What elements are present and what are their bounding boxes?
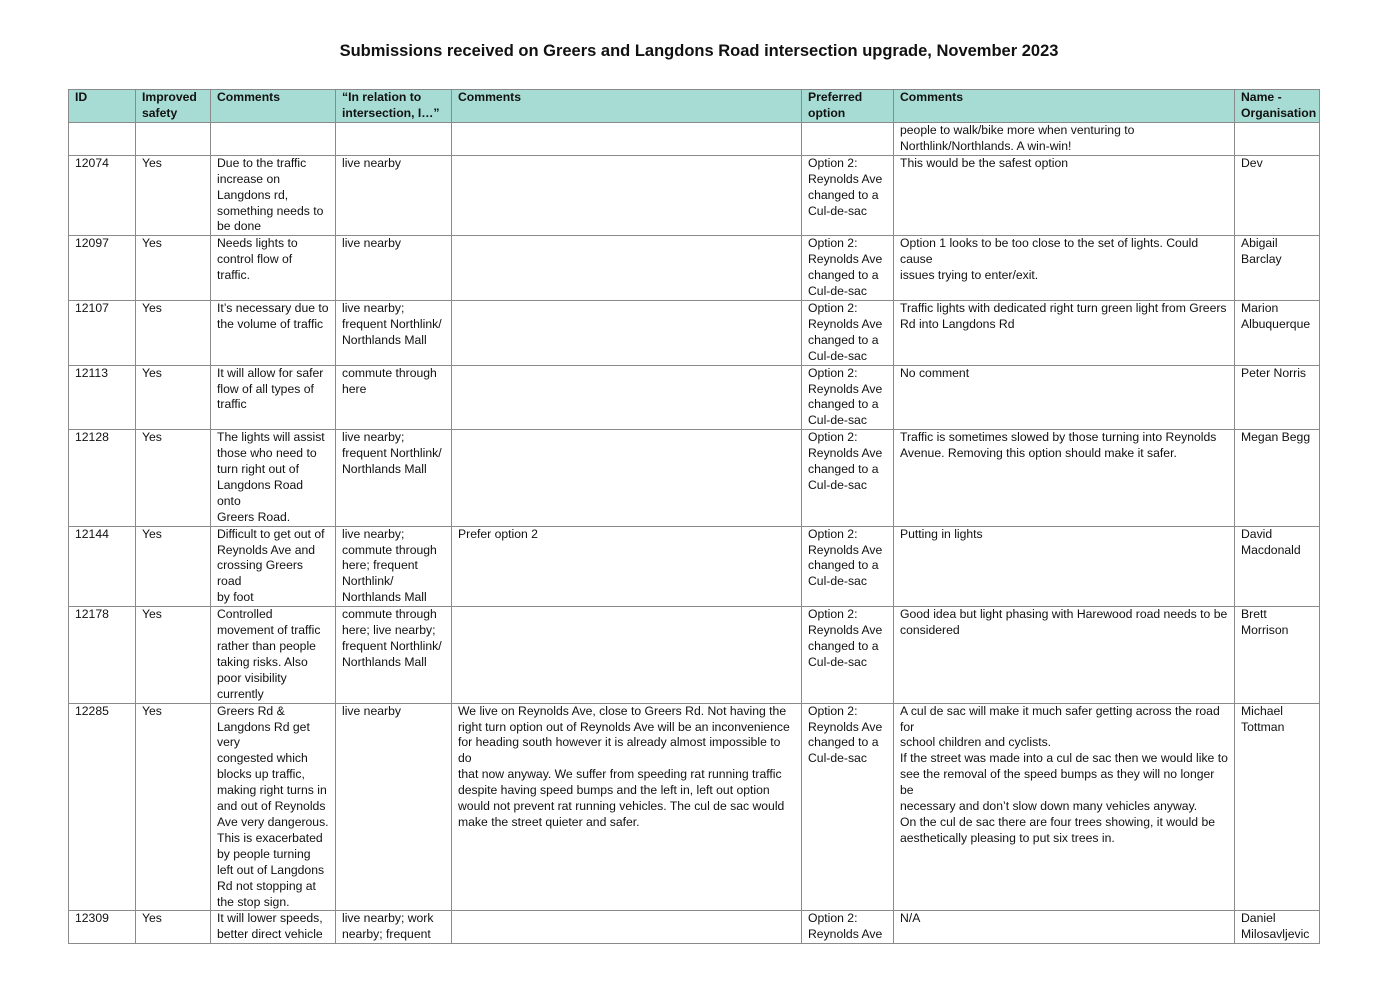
column-header-line: option (808, 105, 846, 120)
additional-comments-cell: Traffic is sometimes slowed by those turning into Reynolds Avenue. Removing this option should make it safer. (894, 430, 1235, 526)
relation-cell: commute through here; live nearby; frequent Northlink/ Northlands Mall (336, 607, 452, 703)
preferred-option-cell: Option 2: Reynolds Ave changed to a Cul-de-sac (802, 236, 894, 301)
name-cell: Megan Begg (1235, 430, 1320, 526)
column-header-comments-3 (894, 90, 1235, 123)
column-header-comments-2 (452, 90, 802, 123)
comments-cell: It will allow for safer flow of all types of traffic (211, 365, 336, 430)
name-cell: Abigail Barclay (1235, 236, 1320, 301)
improved-safety-cell: Yes (136, 365, 211, 430)
id-cell: 12097 (69, 236, 136, 301)
column-header-relation (336, 90, 452, 123)
column-header-line: Name - (1241, 90, 1282, 104)
table-row (69, 155, 1320, 236)
id-cell: 12074 (69, 155, 136, 236)
column-header-line: “In relation to (342, 90, 422, 104)
id-cell: 12107 (69, 300, 136, 365)
table-row (69, 300, 1320, 365)
column-header-comments-1 (211, 90, 336, 123)
comments-detail-cell: Prefer option 2 (452, 526, 802, 607)
preferred-option-cell: Option 2: Reynolds Ave changed to a Cul-de-sac (802, 607, 894, 703)
table-row (69, 430, 1320, 526)
table-header-row (69, 90, 1320, 123)
improved-safety-cell: Yes (136, 155, 211, 236)
name-cell: David Macdonald (1235, 526, 1320, 607)
relation-cell: live nearby; frequent Northlink/ Northlands Mall (336, 430, 452, 526)
relation-cell: live nearby; work nearby; frequent (336, 911, 452, 944)
additional-comments-cell: Good idea but light phasing with Harewood road needs to be considered (894, 607, 1235, 703)
comments-detail-cell (452, 155, 802, 236)
relation-cell (336, 123, 452, 156)
preferred-option-cell: Option 2: Reynolds Ave changed to a Cul-de-sac (802, 430, 894, 526)
additional-comments-cell: Option 1 looks to be too close to the set of lights. Could cause issues trying to enter/exit. (894, 236, 1235, 301)
relation-cell: live nearby (336, 155, 452, 236)
table-row (69, 526, 1320, 607)
id-cell: 12128 (69, 430, 136, 526)
preferred-option-cell: Option 2: Reynolds Ave changed to a Cul-de-sac (802, 300, 894, 365)
column-header-id (69, 90, 136, 123)
relation-cell: live nearby; commute through here; frequent Northlink/ Northlands Mall (336, 526, 452, 607)
name-cell: Dev (1235, 155, 1320, 236)
relation-cell: live nearby (336, 703, 452, 911)
preferred-option-cell: Option 2: Reynolds Ave changed to a Cul-de-sac (802, 155, 894, 236)
id-cell: 12144 (69, 526, 136, 607)
preferred-option-cell (802, 123, 894, 156)
comments-cell: It will lower speeds, better direct vehicle (211, 911, 336, 944)
document-title: Submissions received on Greers and Langdons Road intersection upgrade, November 2023 (339, 42, 1059, 60)
column-header-line: Comments (217, 90, 280, 104)
column-header-line: intersection, I…” (342, 105, 440, 120)
id-cell: 12309 (69, 911, 136, 944)
id-cell (69, 123, 136, 156)
column-header-line: Preferred (808, 90, 863, 104)
comments-detail-cell (452, 607, 802, 703)
improved-safety-cell: Yes (136, 911, 211, 944)
comments-cell: It’s necessary due to the volume of traffic (211, 300, 336, 365)
preferred-option-cell: Option 2: Reynolds Ave changed to a Cul-de-sac (802, 365, 894, 430)
improved-safety-cell: Yes (136, 703, 211, 911)
column-header-line: Comments (900, 90, 963, 104)
additional-comments-cell: Putting in lights (894, 526, 1235, 607)
comments-detail-cell (452, 430, 802, 526)
additional-comments-cell: people to walk/bike more when venturing to Northlink/Northlands. A win-win! (894, 123, 1235, 156)
submissions-table (68, 89, 1320, 944)
column-header-preferred-option (802, 90, 894, 123)
improved-safety-cell: Yes (136, 607, 211, 703)
table-body (69, 123, 1320, 944)
table-row (69, 123, 1320, 156)
additional-comments-cell: N/A (894, 911, 1235, 944)
table-row (69, 365, 1320, 430)
table-row (69, 703, 1320, 911)
preferred-option-cell: Option 2: Reynolds Ave (802, 911, 894, 944)
preferred-option-cell: Option 2: Reynolds Ave changed to a Cul-de-sac (802, 703, 894, 911)
comments-cell: Greers Rd & Langdons Rd get very congested which blocks up traffic, making right turns in and out of Reynolds Ave very dangerous. This is exacerbated by people turning left out of Langdons Rd not stopping at the stop sign. (211, 703, 336, 911)
improved-safety-cell: Yes (136, 526, 211, 607)
table-row (69, 236, 1320, 301)
relation-cell: live nearby; frequent Northlink/ Northlands Mall (336, 300, 452, 365)
comments-detail-cell (452, 911, 802, 944)
additional-comments-cell: This would be the safest option (894, 155, 1235, 236)
relation-cell: commute through here (336, 365, 452, 430)
column-header-line: ID (75, 90, 88, 104)
comments-cell: The lights will assist those who need to turn right out of Langdons Road onto Greers Road. (211, 430, 336, 526)
comments-cell: Difficult to get out of Reynolds Ave and crossing Greers road by foot (211, 526, 336, 607)
improved-safety-cell: Yes (136, 236, 211, 301)
table-row (69, 607, 1320, 703)
column-header-line: safety (142, 105, 178, 120)
column-header-improved-safety (136, 90, 211, 123)
table-row (69, 911, 1320, 944)
comments-detail-cell (452, 123, 802, 156)
name-cell (1235, 123, 1320, 156)
name-cell: Peter Norris (1235, 365, 1320, 430)
id-cell: 12113 (69, 365, 136, 430)
improved-safety-cell: Yes (136, 300, 211, 365)
comments-detail-cell (452, 365, 802, 430)
preferred-option-cell: Option 2: Reynolds Ave changed to a Cul-de-sac (802, 526, 894, 607)
improved-safety-cell: Yes (136, 430, 211, 526)
column-header-line: Improved (142, 90, 197, 104)
comments-cell (211, 123, 336, 156)
name-cell: Brett Morrison (1235, 607, 1320, 703)
comments-detail-cell (452, 300, 802, 365)
column-header-name-organisation (1235, 90, 1320, 123)
name-cell: Michael Tottman (1235, 703, 1320, 911)
additional-comments-cell: A cul de sac will make it much safer getting across the road for school children and cyclists. If the street was made into a cul de sac then we would like to see the removal of the speed bumps as they will no longer be necessary and don’t slow down many vehicles anyway. On the cul de sac there are four trees showing, it would be aesthetically pleasing to put six trees in. (894, 703, 1235, 911)
improved-safety-cell (136, 123, 211, 156)
comments-cell: Due to the traffic increase on Langdons rd, something needs to be done (211, 155, 336, 236)
comments-detail-cell: We live on Reynolds Ave, close to Greers Rd. Not having the right turn option out of Reynolds Ave will be an inconvenience for heading south however it is already almost impossible to do that now anyway. We suffer from speeding rat running traffic despite having speed bumps and the left in, left out option would not prevent rat running vehicles. The cul de sac would make the street quieter and safer. (452, 703, 802, 911)
name-cell: Daniel Milosavljevic (1235, 911, 1320, 944)
comments-cell: Controlled movement of traffic rather than people taking risks. Also poor visibility currently (211, 607, 336, 703)
relation-cell: live nearby (336, 236, 452, 301)
additional-comments-cell: No comment (894, 365, 1235, 430)
comments-cell: Needs lights to control flow of traffic. (211, 236, 336, 301)
column-header-line: Comments (458, 90, 521, 104)
column-header-line: Organisation (1241, 105, 1317, 120)
id-cell: 12178 (69, 607, 136, 703)
id-cell: 12285 (69, 703, 136, 911)
name-cell: Marion Albuquerque (1235, 300, 1320, 365)
comments-detail-cell (452, 236, 802, 301)
additional-comments-cell: Traffic lights with dedicated right turn green light from Greers Rd into Langdons Rd (894, 300, 1235, 365)
